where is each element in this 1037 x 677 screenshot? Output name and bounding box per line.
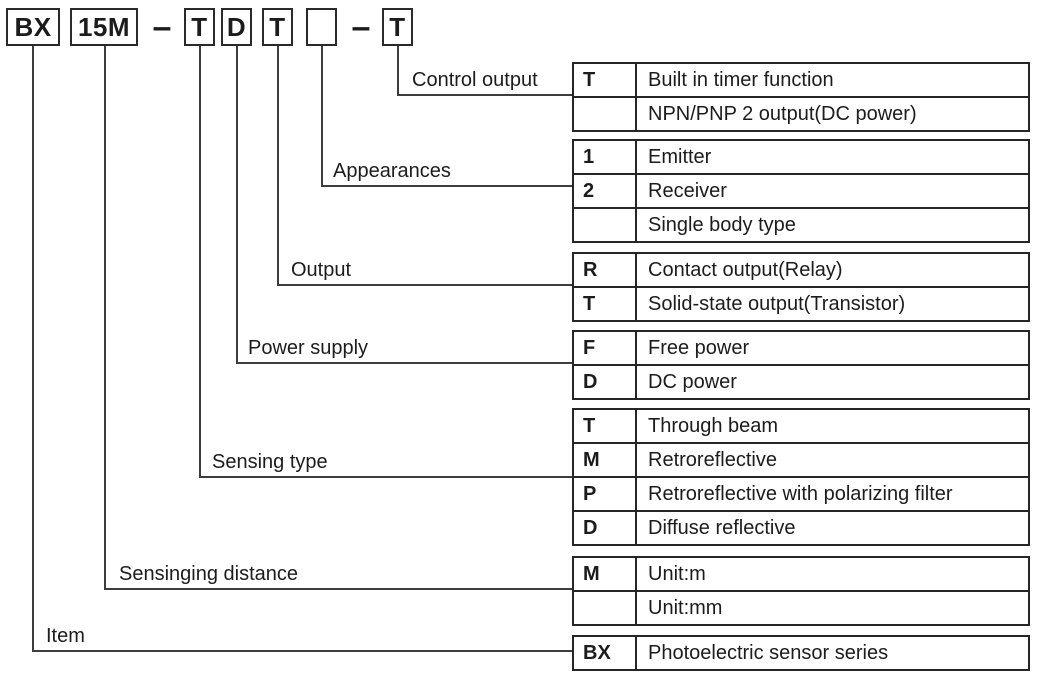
table-row xyxy=(574,141,1028,175)
table-power-supply xyxy=(572,330,1030,400)
connector-distance-horizontal xyxy=(104,588,572,590)
code-cell xyxy=(574,592,637,624)
desc-cell: Retroreflective with polarizing filter xyxy=(648,482,953,505)
connector-item-vertical xyxy=(32,46,34,652)
table-appearances xyxy=(572,139,1030,243)
table-item xyxy=(572,635,1030,671)
model-box-control-output-label: T xyxy=(389,11,406,42)
code-cell: M xyxy=(574,558,637,590)
connector-control-output-vertical xyxy=(397,46,399,96)
connector-appearances-vertical xyxy=(321,46,323,187)
connector-power-supply-vertical xyxy=(236,46,238,364)
table-row xyxy=(574,98,1028,130)
model-box-power-supply-label: D xyxy=(226,11,247,42)
model-box-power-supply xyxy=(221,8,252,46)
code-cell: T xyxy=(574,410,637,442)
table-sensing-distance xyxy=(572,556,1030,626)
model-separator-1: – xyxy=(152,7,172,46)
connector-output-vertical xyxy=(277,46,279,286)
table-row xyxy=(574,209,1028,241)
table-output xyxy=(572,252,1030,322)
table-row xyxy=(574,366,1028,398)
section-label-power-supply: Power supply xyxy=(248,337,369,359)
desc-cell: Emitter xyxy=(648,145,712,168)
table-row xyxy=(574,410,1028,444)
desc-cell: Unit:mm xyxy=(648,596,723,619)
connector-output-horizontal xyxy=(277,284,572,286)
model-box-output-label: T xyxy=(269,11,286,42)
code-cell: D xyxy=(574,366,637,398)
model-box-output xyxy=(262,8,293,46)
model-box-control-output xyxy=(382,8,413,46)
table-row xyxy=(574,637,1028,669)
code-cell: P xyxy=(574,478,637,510)
desc-cell: Solid-state output(Transistor) xyxy=(648,292,906,315)
desc-cell: Receiver xyxy=(648,179,727,202)
desc-cell: Built in timer function xyxy=(648,68,834,91)
desc-cell: Single body type xyxy=(648,213,796,236)
table-row xyxy=(574,592,1028,624)
section-label-output: Output xyxy=(291,259,352,281)
model-separator-2: – xyxy=(351,7,371,46)
table-row xyxy=(574,288,1028,320)
table-row xyxy=(574,512,1028,544)
connector-sensing-type-horizontal xyxy=(199,476,572,478)
code-cell: T xyxy=(574,288,637,320)
table-row xyxy=(574,478,1028,512)
model-box-appearances xyxy=(306,8,337,46)
desc-cell: Retroreflective xyxy=(648,448,777,471)
desc-cell: Photoelectric sensor series xyxy=(648,641,889,664)
table-row xyxy=(574,64,1028,98)
connector-item-horizontal xyxy=(32,650,572,652)
connector-appearances-horizontal xyxy=(321,185,572,187)
connector-control-output-horizontal xyxy=(397,94,572,96)
code-cell xyxy=(574,98,637,130)
code-cell: F xyxy=(574,332,637,364)
section-label-control-output: Control output xyxy=(412,69,538,91)
code-cell: 2 xyxy=(574,175,637,207)
code-cell: BX xyxy=(574,637,637,669)
table-sensing-type xyxy=(572,408,1030,546)
code-cell xyxy=(574,209,637,241)
section-label-sensing-type: Sensing type xyxy=(212,451,328,473)
section-label-distance: Sensinging distance xyxy=(119,563,299,585)
desc-cell: Through beam xyxy=(648,414,779,437)
desc-cell: DC power xyxy=(648,370,737,393)
model-box-series-label: BX xyxy=(14,11,52,42)
connector-power-supply-horizontal xyxy=(236,362,572,364)
desc-cell: Unit:m xyxy=(648,562,706,585)
code-cell: D xyxy=(574,512,637,544)
desc-cell: NPN/PNP 2 output(DC power) xyxy=(648,102,917,125)
connector-distance-vertical xyxy=(104,46,106,590)
connector-sensing-type-vertical xyxy=(199,46,201,478)
model-box-series xyxy=(6,8,60,46)
model-box-sensing-type xyxy=(184,8,215,46)
desc-cell: Diffuse reflective xyxy=(648,516,796,539)
section-label-item: Item xyxy=(46,625,85,647)
code-cell: 1 xyxy=(574,141,637,173)
code-cell: R xyxy=(574,254,637,286)
table-row xyxy=(574,444,1028,478)
model-box-sensing-type-label: T xyxy=(191,11,208,42)
desc-cell: Contact output(Relay) xyxy=(648,258,843,281)
table-row xyxy=(574,254,1028,288)
code-cell: M xyxy=(574,444,637,476)
code-cell: T xyxy=(574,64,637,96)
table-control-output xyxy=(572,62,1030,132)
section-label-appearances: Appearances xyxy=(333,160,451,182)
desc-cell: Free power xyxy=(648,336,750,359)
model-box-distance xyxy=(70,8,138,46)
model-box-distance-label: 15M xyxy=(77,11,131,42)
table-row xyxy=(574,558,1028,592)
table-row xyxy=(574,332,1028,366)
table-row xyxy=(574,175,1028,209)
